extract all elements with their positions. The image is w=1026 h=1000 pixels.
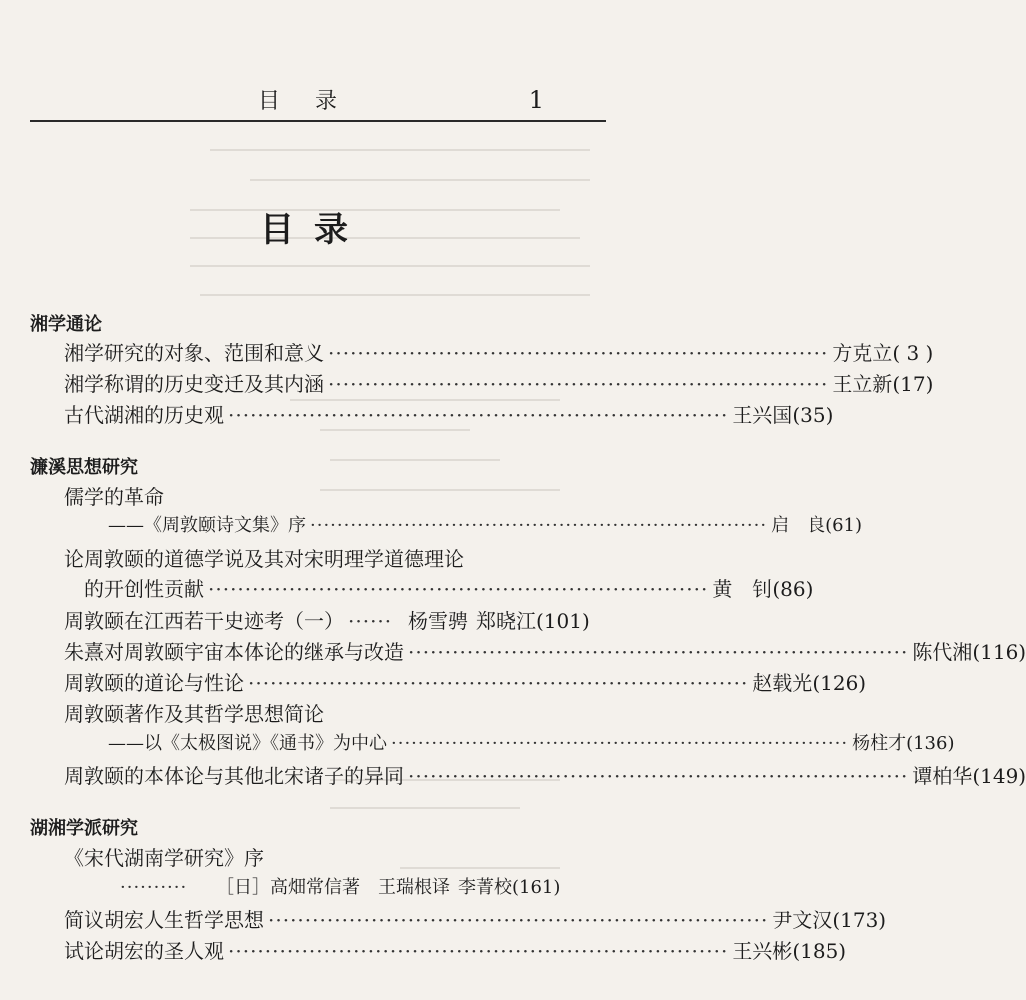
entry-page: (86) <box>772 577 814 601</box>
entry-title: 古代湖湘的历史观 <box>64 403 224 427</box>
entry-page: (101) <box>536 609 590 633</box>
entry-title: 论周敦颐的道德学说及其对宋明理学道德理论 <box>64 547 464 571</box>
toc-entry[interactable] <box>64 904 887 933</box>
toc-entry[interactable] <box>64 368 934 397</box>
entry-author: 尹文汉 <box>772 908 833 932</box>
toc-entry[interactable] <box>64 605 590 634</box>
toc-entry[interactable] <box>64 935 847 964</box>
toc-entry[interactable] <box>64 667 867 696</box>
leader-dots: ···································································· <box>268 908 769 932</box>
toc-title: 目录 <box>260 210 368 250</box>
page-number: 1 <box>528 86 544 114</box>
toc-entry[interactable] <box>64 760 1026 789</box>
entry-page: (161) <box>512 877 561 898</box>
toc-entry[interactable] <box>108 729 955 755</box>
toc-entry[interactable] <box>64 399 834 428</box>
leader-dots: ···································································· <box>408 640 909 664</box>
leader-dots: ···································································· <box>391 733 849 754</box>
toc-entry[interactable] <box>64 636 1026 665</box>
leader-dots: ·········· <box>120 877 188 898</box>
entry-page: ( 3 ) <box>892 341 934 365</box>
leader-dots: ······ <box>348 609 393 633</box>
entry-page: (35) <box>792 403 834 427</box>
leader-dots: ···································································· <box>248 671 749 695</box>
entry-author: 郑晓江 <box>476 609 536 633</box>
entry-author: 王兴国 <box>732 403 793 427</box>
entry-title: 试论胡宏的圣人观 <box>64 939 224 963</box>
entry-author: 王兴彬 <box>732 939 793 963</box>
entry-author: 陈代湘 <box>912 640 973 664</box>
entry-author: 方克立 <box>832 341 893 365</box>
toc-entry-line1[interactable] <box>64 698 554 727</box>
entry-page: (136) <box>906 733 955 754</box>
entry-author: 赵载光 <box>752 671 813 695</box>
entry-page: (61) <box>825 515 863 536</box>
leader-dots: ···································································· <box>408 764 909 788</box>
entry-coauthor: 杨雪骋 <box>408 609 468 633</box>
header-rule <box>30 120 606 122</box>
toc-entry[interactable] <box>84 573 814 602</box>
entry-page: (116) <box>972 640 1026 664</box>
toc-entry-line1[interactable] <box>64 481 554 510</box>
entry-author: 李菁校 <box>458 877 512 898</box>
entry-title: 简议胡宏人生哲学思想 <box>64 908 264 932</box>
entry-page: (149) <box>972 764 1026 788</box>
entry-title: 湘学研究的对象、范围和意义 <box>64 341 324 365</box>
toc-entry[interactable] <box>64 337 934 366</box>
running-head: 目 录 <box>258 89 351 114</box>
entry-title: 周敦颐的本体论与其他北宋诸子的异同 <box>64 764 404 788</box>
entry-page: (173) <box>832 908 887 932</box>
entry-page: (185) <box>792 939 847 963</box>
leader-dots: ···································································· <box>310 515 768 536</box>
entry-title: 周敦颐著作及其哲学思想简论 <box>64 702 324 726</box>
leader-dots: ···································································· <box>228 939 729 963</box>
entry-page: (17) <box>892 372 934 396</box>
section-title: 湖湘学派研究 <box>30 818 138 839</box>
entry-author: 黄 钊 <box>712 577 773 601</box>
entry-title: 朱熹对周敦颐宇宙本体论的继承与改造 <box>64 640 404 664</box>
leader-dots: ···································································· <box>328 372 829 396</box>
toc-entry[interactable] <box>120 873 561 899</box>
section-title: 湘学通论 <box>30 314 102 335</box>
entry-title: 的开创性贡献 <box>84 577 204 601</box>
entry-translator: ［日］高畑常信著 王瑞根译 <box>216 877 450 898</box>
entry-subtitle: ——以《太极图说》《通书》为中心 <box>108 733 387 754</box>
leader-dots: ···································································· <box>208 577 709 601</box>
entry-title: 《宋代湖南学研究》序 <box>64 846 264 870</box>
toc-entry-line1[interactable] <box>64 842 554 871</box>
entry-title: 湘学称谓的历史变迁及其内涵 <box>64 372 324 396</box>
toc-entry-line1[interactable] <box>64 543 554 572</box>
entry-author: 杨柱才 <box>852 733 907 754</box>
entry-author: 王立新 <box>832 372 893 396</box>
leader-dots: ···································································· <box>328 341 829 365</box>
entry-title: 儒学的革命 <box>64 485 164 509</box>
entry-author: 谭柏华 <box>912 764 973 788</box>
section-title: 濂溪思想研究 <box>30 457 138 478</box>
entry-title: 周敦颐在江西若干史迹考（一） <box>64 609 344 633</box>
entry-author: 启 良 <box>771 515 826 536</box>
leader-dots: ···································································· <box>228 403 729 427</box>
entry-subtitle: ——《周敦颐诗文集》序 <box>108 515 306 536</box>
entry-page: (126) <box>812 671 867 695</box>
entry-title: 周敦颐的道论与性论 <box>64 671 244 695</box>
toc-entry[interactable] <box>108 511 863 537</box>
